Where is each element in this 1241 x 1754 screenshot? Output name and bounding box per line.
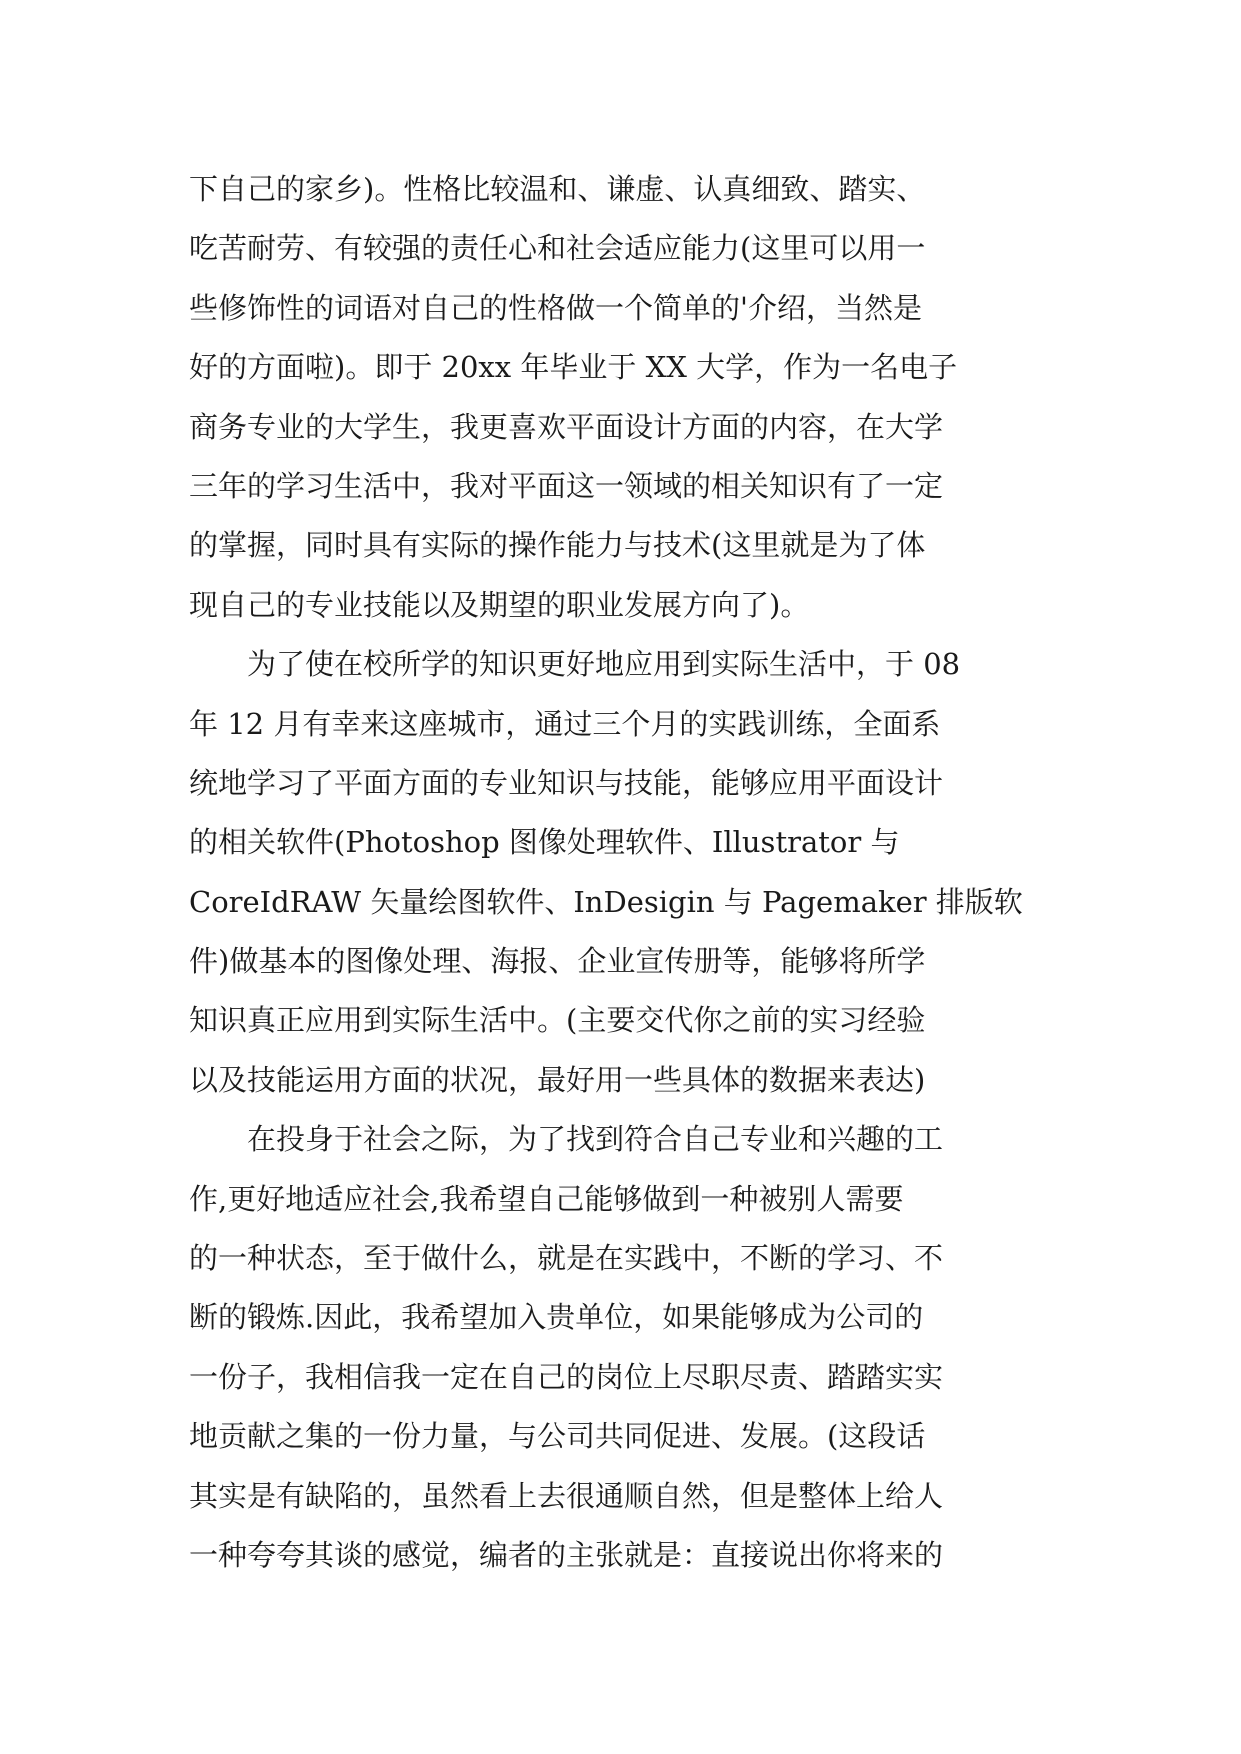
body-text [189,160,1049,1585]
text-line: 其实是有缺陷的，虽然看上去很通顺自然，但是整体上给人 [189,1478,944,1513]
text-line: 一份子，我相信我一定在自己的岗位上尽职尽责、踏踏实实 [189,1359,944,1394]
text-line: 好的方面啦)。即于 20xx 年毕业于 XX 大学，作为一名电子 [189,350,958,385]
text-line: 作,更好地适应社会,我希望自己能够做到一种被别人需要 [189,1181,904,1216]
text-line: 的一种状态，至于做什么，就是在实践中，不断的学习、不 [189,1241,944,1276]
text-line: 为了使在校所学的知识更好地应用到实际生活中，于 08 [189,647,961,682]
text-line: 的相关软件(Photoshop 图像处理软件、Illustrator 与 [189,825,900,860]
text-line: 地贡献之集的一份力量，与公司共同促进、发展。(这段话 [189,1419,926,1454]
text-line: 的掌握，同时具有实际的操作能力与技术(这里就是为了体 [189,528,926,563]
text-line: 三年的学习生活中，我对平面这一领域的相关知识有了一定 [189,468,944,503]
text-line: 商务专业的大学生，我更喜欢平面设计方面的内容，在大学 [189,409,944,444]
text-line: 在投身于社会之际，为了找到符合自己专业和兴趣的工 [189,1122,944,1157]
text-line: 件)做基本的图像处理、海报、企业宣传册等，能够将所学 [189,944,926,979]
text-line: 统地学习了平面方面的专业知识与技能，能够应用平面设计 [189,765,944,800]
text-line: 现自己的专业技能以及期望的职业发展方向了)。 [189,587,810,622]
text-line: 知识真正应用到实际生活中。(主要交代你之前的实习经验 [189,1003,926,1038]
text-line: 一种夸夸其谈的感觉，编者的主张就是：直接说出你将来的 [189,1537,944,1572]
text-line: 下自己的家乡)。性格比较温和、谦虚、认真细致、踏实、 [189,172,926,206]
text-line: 些修饰性的词语对自己的性格做一个简单的'介绍，当然是 [189,290,922,325]
text-line: 以及技能运用方面的状况，最好用一些具体的数据来表达) [189,1062,926,1097]
text-line: 断的锻炼.因此，我希望加入贵单位，如果能够成为公司的 [189,1300,924,1335]
text-line: 吃苦耐劳、有较强的责任心和社会适应能力(这里可以用一 [189,231,926,266]
text-line: CoreIdRAW 矢量绘图软件、InDesigin 与 Pagemaker 排版软 [189,884,1023,919]
text-line: 年 12 月有幸来这座城市，通过三个月的实践训练，全面系 [189,706,941,741]
